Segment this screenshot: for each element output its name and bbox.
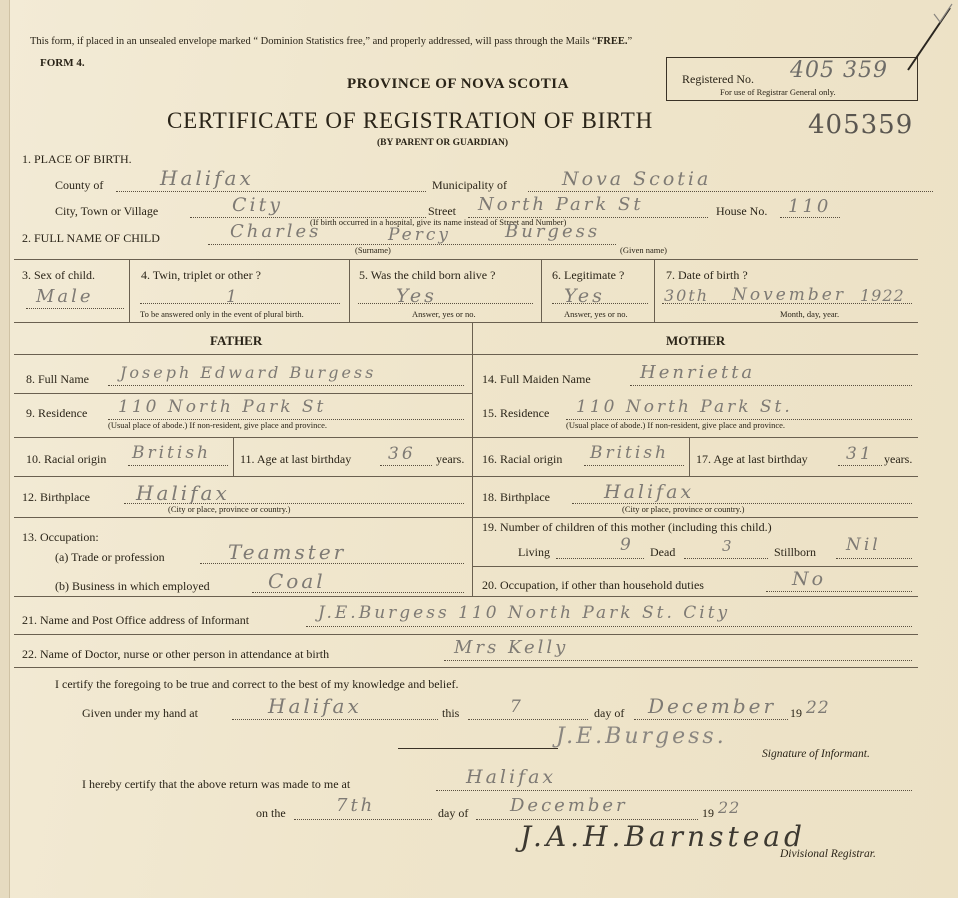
city-value: City [232,194,283,216]
child-name-label: 2. FULL NAME OF CHILD [22,231,160,245]
mother-birthplace-value: Halifax [604,481,695,503]
informant-signature: J.E.Burgess. [556,724,727,749]
doctor-label: 22. Name of Doctor, nurse or other person in attendance at birth [22,647,330,661]
city-label: City, Town or Village [55,204,159,218]
province-heading: PROVINCE OF NOVA SCOTIA [347,76,569,92]
father-residence-value: 110 North Park St [118,397,327,417]
given-day-of-label: day of [594,706,625,720]
mother-age-unit: years. [884,452,913,466]
certify-statement: I certify the foregoing to be true and correct to the best of my knowledge and belief. [55,677,459,691]
house-number-value: 110 [788,196,832,217]
on-the-label: on the [256,806,286,820]
street-value: North Park St [478,194,644,215]
registration-day-value: 7th [336,795,376,816]
dead-value: 3 [722,537,735,555]
registration-year-value: 22 [718,798,741,817]
business-label: (b) Business in which employed [55,579,210,593]
born-alive-value: Yes [396,285,437,307]
house-number-label: House No. [716,204,768,218]
legitimate-note: Answer, yes or no. [564,309,628,319]
legitimate-label: 6. Legitimate ? [552,268,625,282]
mail-notice-free: FREE. [596,36,628,47]
mother-birthplace-label: 18. Birthplace [482,490,550,504]
street-label: Street [428,204,456,218]
informant-label: 21. Name and Post Office address of Informant [22,613,250,627]
county-label: County of [55,178,104,192]
page-edge [0,0,10,898]
mail-notice [30,36,632,47]
mother-racial-label: 16. Racial origin [482,452,563,466]
given-year-value: 22 [806,698,830,718]
registration-month-value: December [510,795,628,816]
father-heading: FATHER [210,333,263,348]
mother-name-label: 14. Full Maiden Name [482,372,591,386]
mother-occupation-value: No [792,568,827,590]
living-value: 9 [620,535,634,555]
registered-note: For use of Registrar General only. [720,87,836,97]
child-name-last: Burgess [505,221,601,242]
pencil-check-mark [900,0,958,100]
twin-note: To be answered only in the event of plural birth. [140,309,304,319]
dob-day-value: 30th [664,286,710,305]
given-month-value: December [648,694,777,718]
father-birthplace-label: 12. Birthplace [22,490,90,504]
born-alive-note: Answer, yes or no. [412,309,476,319]
street-note: (If birth occurred in a hospital, give its name instead of Street and Number) [310,217,567,227]
mother-age-value: 31 [846,444,874,464]
this-label: this [442,706,460,720]
mother-occupation-label: 20. Occupation, if other than household duties [482,578,704,592]
father-age-label: 11. Age at last birthday [240,452,352,466]
father-birthplace-note: (City or place, province or country.) [168,504,291,514]
twin-value: 1 [226,287,240,307]
signature-informant-label: Signature of Informant. [762,748,870,760]
dob-year-value: 1922 [860,286,905,305]
father-name-label: 8. Full Name [26,372,89,386]
form-number: FORM 4. [40,57,85,69]
stillborn-value: Nil [846,535,881,555]
father-birthplace-value: Halifax [136,481,230,505]
trade-value: Teamster [228,540,347,564]
mother-name-value: Henrietta [640,362,756,383]
handwritten-register-number: 405359 [808,110,914,140]
children-count-label: 19. Number of children of this mother (including this child.) [482,520,772,534]
informant-value: J.E.Burgess 110 North Park St. City [318,603,731,623]
registrar-signature: J.A.H.Barnstead [520,820,806,853]
dob-month-value: November [732,285,846,305]
child-name-first: Charles [230,221,322,242]
place-of-birth-heading: 1. PLACE OF BIRTH. [22,152,132,166]
father-racial-label: 10. Racial origin [26,452,107,466]
mother-residence-note: (Usual place of abode.) If non-resident, give place and province. [566,420,786,430]
father-age-unit: years. [436,452,465,466]
given-at-label: Given under my hand at [82,706,198,720]
father-name-value: Joseph Edward Burgess [120,363,377,382]
father-racial-value: British [132,443,211,463]
certificate-title: CERTIFICATE OF REGISTRATION OF BIRTH [167,108,654,133]
father-age-value: 36 [388,444,416,464]
father-residence-note: (Usual place of abode.) If non-resident, give place and province. [108,420,328,430]
living-label: Living [518,545,550,559]
date-of-birth-note: Month, day, year. [780,309,840,319]
registrar-certify-label: I hereby certify that the above return was made to me at [82,777,351,791]
municipality-value: Nova Scotia [562,168,712,190]
business-value: Coal [268,569,326,593]
father-residence-label: 9. Residence [26,406,88,420]
legitimate-value: Yes [564,285,605,307]
given-day-value: 7 [510,697,524,717]
occupation-label: 13. Occupation: [22,530,99,544]
registered-number-stamp: 405 359 [790,58,888,83]
registration-year-prefix: 19 [702,806,714,820]
child-name-middle: Percy [388,225,451,245]
mother-residence-value: 110 North Park St. [576,397,793,417]
mother-heading: MOTHER [666,333,726,348]
municipality-label: Municipality of [432,178,507,192]
registered-label: Registered No. [682,72,754,86]
given-at-value: Halifax [268,694,362,718]
mail-notice-text: This form, if placed in an unsealed envelope marked “ Dominion Statistics free,” and properly addressed, will pass through the Mails “ [30,36,597,47]
mail-notice-close: ” [627,36,633,47]
dead-label: Dead [650,545,676,559]
divisional-registrar-label: Divisional Registrar. [780,848,876,860]
doctor-value: Mrs Kelly [454,637,569,658]
mother-birthplace-note: (City or place, province or country.) [622,504,745,514]
mother-residence-label: 15. Residence [482,406,550,420]
mother-racial-value: British [590,443,669,463]
county-value: Halifax [160,166,254,190]
born-alive-label: 5. Was the child born alive ? [359,268,496,282]
date-of-birth-label: 7. Date of birth ? [666,268,748,282]
trade-label: (a) Trade or profession [55,550,165,564]
given-year-prefix: 19 [790,706,802,720]
sex-value: Male [36,286,94,307]
given-name-note: (Given name) [620,245,667,255]
certificate-subtitle: (BY PARENT OR GUARDIAN) [377,138,508,148]
stillborn-label: Stillborn [774,545,817,559]
mother-age-label: 17. Age at last birthday [696,452,808,466]
surname-note: (Surname) [355,245,391,255]
twin-label: 4. Twin, triplet or other ? [141,268,261,282]
sex-label: 3. Sex of child. [22,268,95,282]
registration-place-value: Halifax [466,766,557,788]
registration-day-of-label: day of [438,806,469,820]
